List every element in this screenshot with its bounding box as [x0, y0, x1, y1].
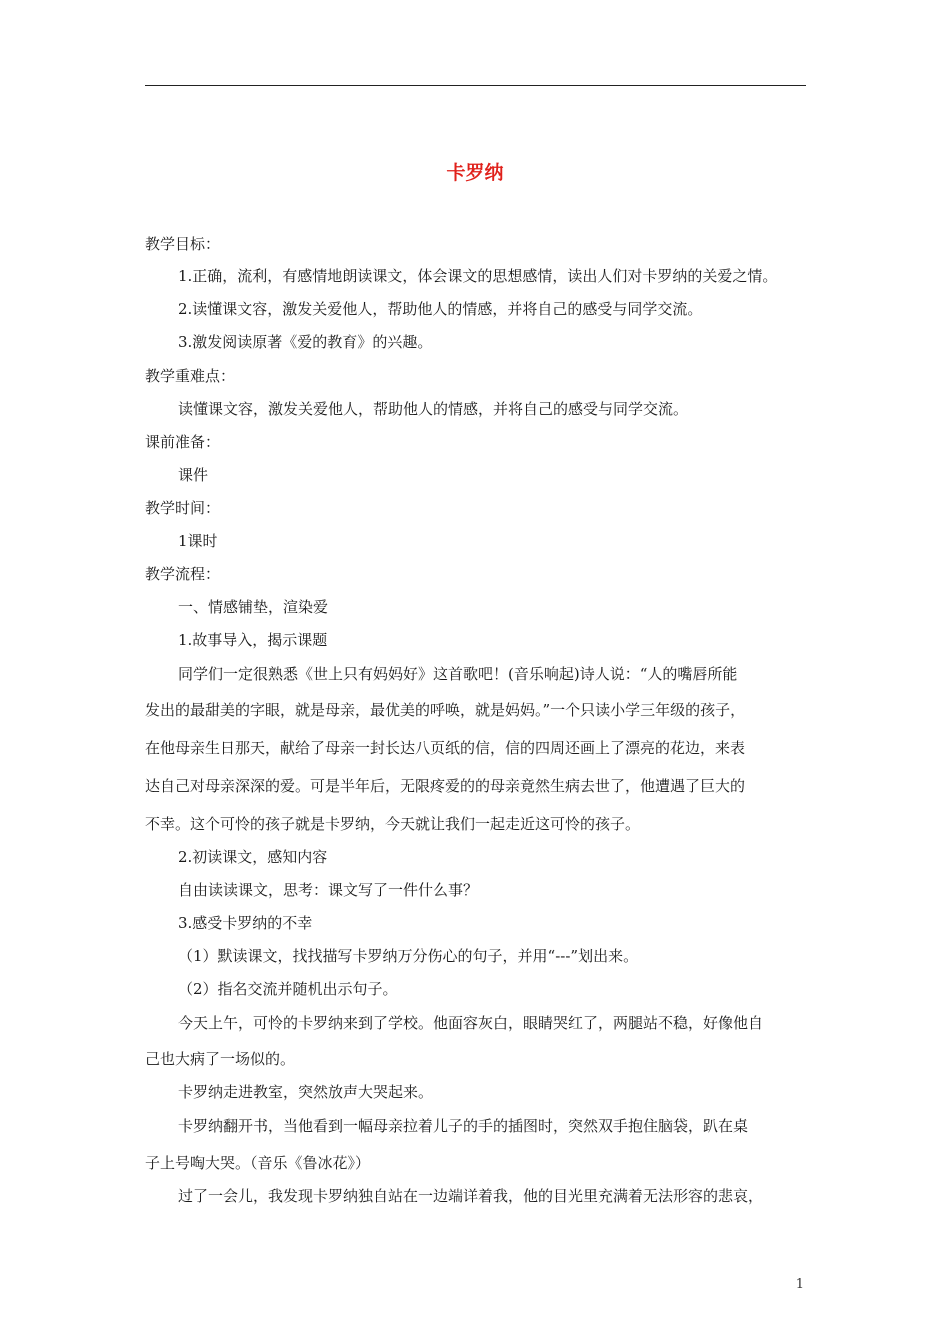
paragraph-line: 卡罗纳走进教室，突然放声大哭起来。	[178, 1083, 434, 1101]
paragraph-line: 达自己对母亲深深的爱。可是半年后，无限疼爱的的母亲竟然生病去世了，他遭遇了巨大的	[145, 777, 746, 795]
paragraph-line: 2.初读课文，感知内容	[178, 848, 328, 866]
paragraph-line: 过了一会儿，我发现卡罗纳独自站在一边端详着我，他的目光里充满着无法形容的悲哀，	[178, 1187, 764, 1205]
paragraph-line: （2）指名交流并随机出示句子。	[178, 980, 398, 998]
document-title: 卡罗纳	[446, 162, 504, 184]
paragraph-line: 3.感受卡罗纳的不幸	[178, 914, 313, 932]
section-heading-objectives: 教学目标：	[145, 235, 221, 253]
paragraph-line: 一、情感铺垫，渲染爱	[178, 598, 329, 616]
page-number: 1	[795, 1277, 804, 1292]
paragraph-line: 1.故事导入，揭示课题	[178, 631, 328, 649]
paragraph-line: 卡罗纳翻开书，当他看到一幅母亲拉着儿子的手的插图时，突然双手抱住脑袋，趴在桌	[178, 1117, 749, 1135]
paragraph-line: （1）默读课文，找找描写卡罗纳万分伤心的句子，并用“---”划出来。	[178, 947, 639, 965]
paragraph-line: 己也大病了一场似的。	[145, 1050, 296, 1068]
paragraph-line: 1.正确，流利，有感情地朗读课文，体会课文的思想感情，读出人们对卡罗纳的关爱之情。	[178, 267, 778, 285]
paragraph-line: 1课时	[178, 532, 218, 550]
paragraph-line: 发出的最甜美的字眼，就是母亲，最优美的呼唤，就是妈妈。”一个只读小学三年级的孩子，	[145, 701, 746, 719]
section-heading-time: 教学时间：	[145, 499, 221, 517]
paragraph-line: 2.读懂课文容，激发关爱他人，帮助他人的情感，并将自己的感受与同学交流。	[178, 300, 703, 318]
section-heading-preparation: 课前准备：	[145, 433, 221, 451]
paragraph-line: 读懂课文容，激发关爱他人，帮助他人的情感，并将自己的感受与同学交流。	[178, 400, 689, 418]
section-heading-process: 教学流程：	[145, 565, 221, 583]
paragraph-line: 不幸。这个可怜的孩子就是卡罗纳，今天就让我们一起走近这可怜的孩子。	[145, 815, 641, 833]
paragraph-line: 今天上午，可怜的卡罗纳来到了学校。他面容灰白，眼睛哭红了，两腿站不稳，好像他自	[178, 1014, 764, 1032]
header-rule	[145, 85, 806, 86]
paragraph-line: 课件	[178, 466, 209, 484]
paragraph-line: 同学们一定很熟悉《世上只有妈妈好》这首歌吧！(音乐响起)诗人说：“人的嘴唇所能	[178, 665, 738, 683]
paragraph-line: 子上号啕大哭。（音乐《鲁冰花》）	[145, 1154, 371, 1172]
section-heading-key-points: 教学重难点：	[145, 367, 236, 385]
paragraph-line: 3.激发阅读原著《爱的教育》的兴趣。	[178, 333, 433, 351]
paragraph-line: 在他母亲生日那天，献给了母亲一封长达八页纸的信，信的四周还画上了漂亮的花边，来表	[145, 739, 746, 757]
paragraph-line: 自由读读课文，思考：课文写了一件什么事？	[178, 881, 479, 899]
